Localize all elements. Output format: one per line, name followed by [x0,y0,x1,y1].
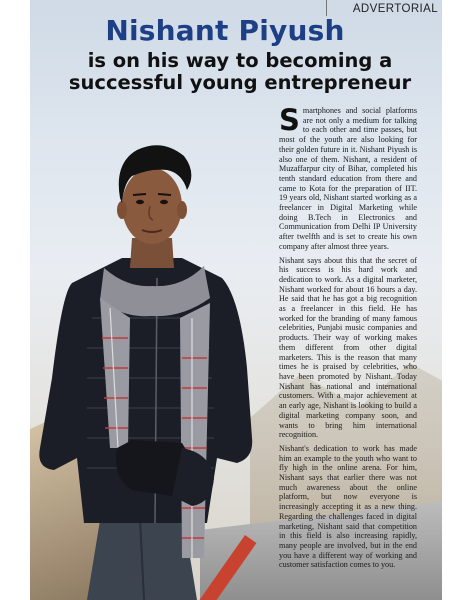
article-paragraph-2: Nishant says about this that the secret of his success is his hard work and dedication to work. As a digital marketer, Nishant worked for about 16 hours a day. He said that he has got a big recognition as a freelancer in this field. He has worked for the branding of many famous celebrities, Punjabi music companies and products. Their way of working makes them different from other digital marketers. This is the reason that many times he is praised by celebrities, who have been promoted by Nishant. Today Nishant has national and international customers. With a major achievement at an early age, Nishant is looking to build a digital marketing company soon, and wants to bring him international recognition. [279,255,417,440]
headline-subtitle: is on his way to becoming a successful young entrepreneur [68,49,412,94]
article-paragraph-3: Nishant's dedication to work has made him an example to the youth who want to fly high in the online arena. For him, Nishant says that earlier there was not much awareness about the online platform, but now everyone is increasingly accepting it as a new thing. Regarding the challenges faced in digital marketing, Nishant said that competition in this field is also increasing rapidly, many people are involved, but in the end you have a different way of working and customer satisfaction comes to you. [279,443,417,570]
page-margin-right [442,0,450,600]
page-margin-left [0,0,30,600]
headline-name: Nishant Piyush [105,14,345,47]
article-paragraph-1 [279,103,417,252]
paragraph-1-text: martphones and social platforms are not only a medium for talking to each other and time passes, but most of the youth are also looking for their golden future in it. Nishant Piyush is also one of them. Nishant, a resident of Muzaffarpur city of Bihar, completed his tenth standard education from there and came to Kota for the preparation of IIT. 19 years old, Nishant started working as a freelancer in Digital Marketing while doing B.Tech in Electronics and Communication from Delhi IP University after twelfth and is set to create his own company after almost three years. [279,106,417,251]
section-label: ADVERTORIAL [352,3,438,15]
article-body [279,103,417,570]
drop-cap: S [279,103,300,137]
person-photo [32,118,272,600]
